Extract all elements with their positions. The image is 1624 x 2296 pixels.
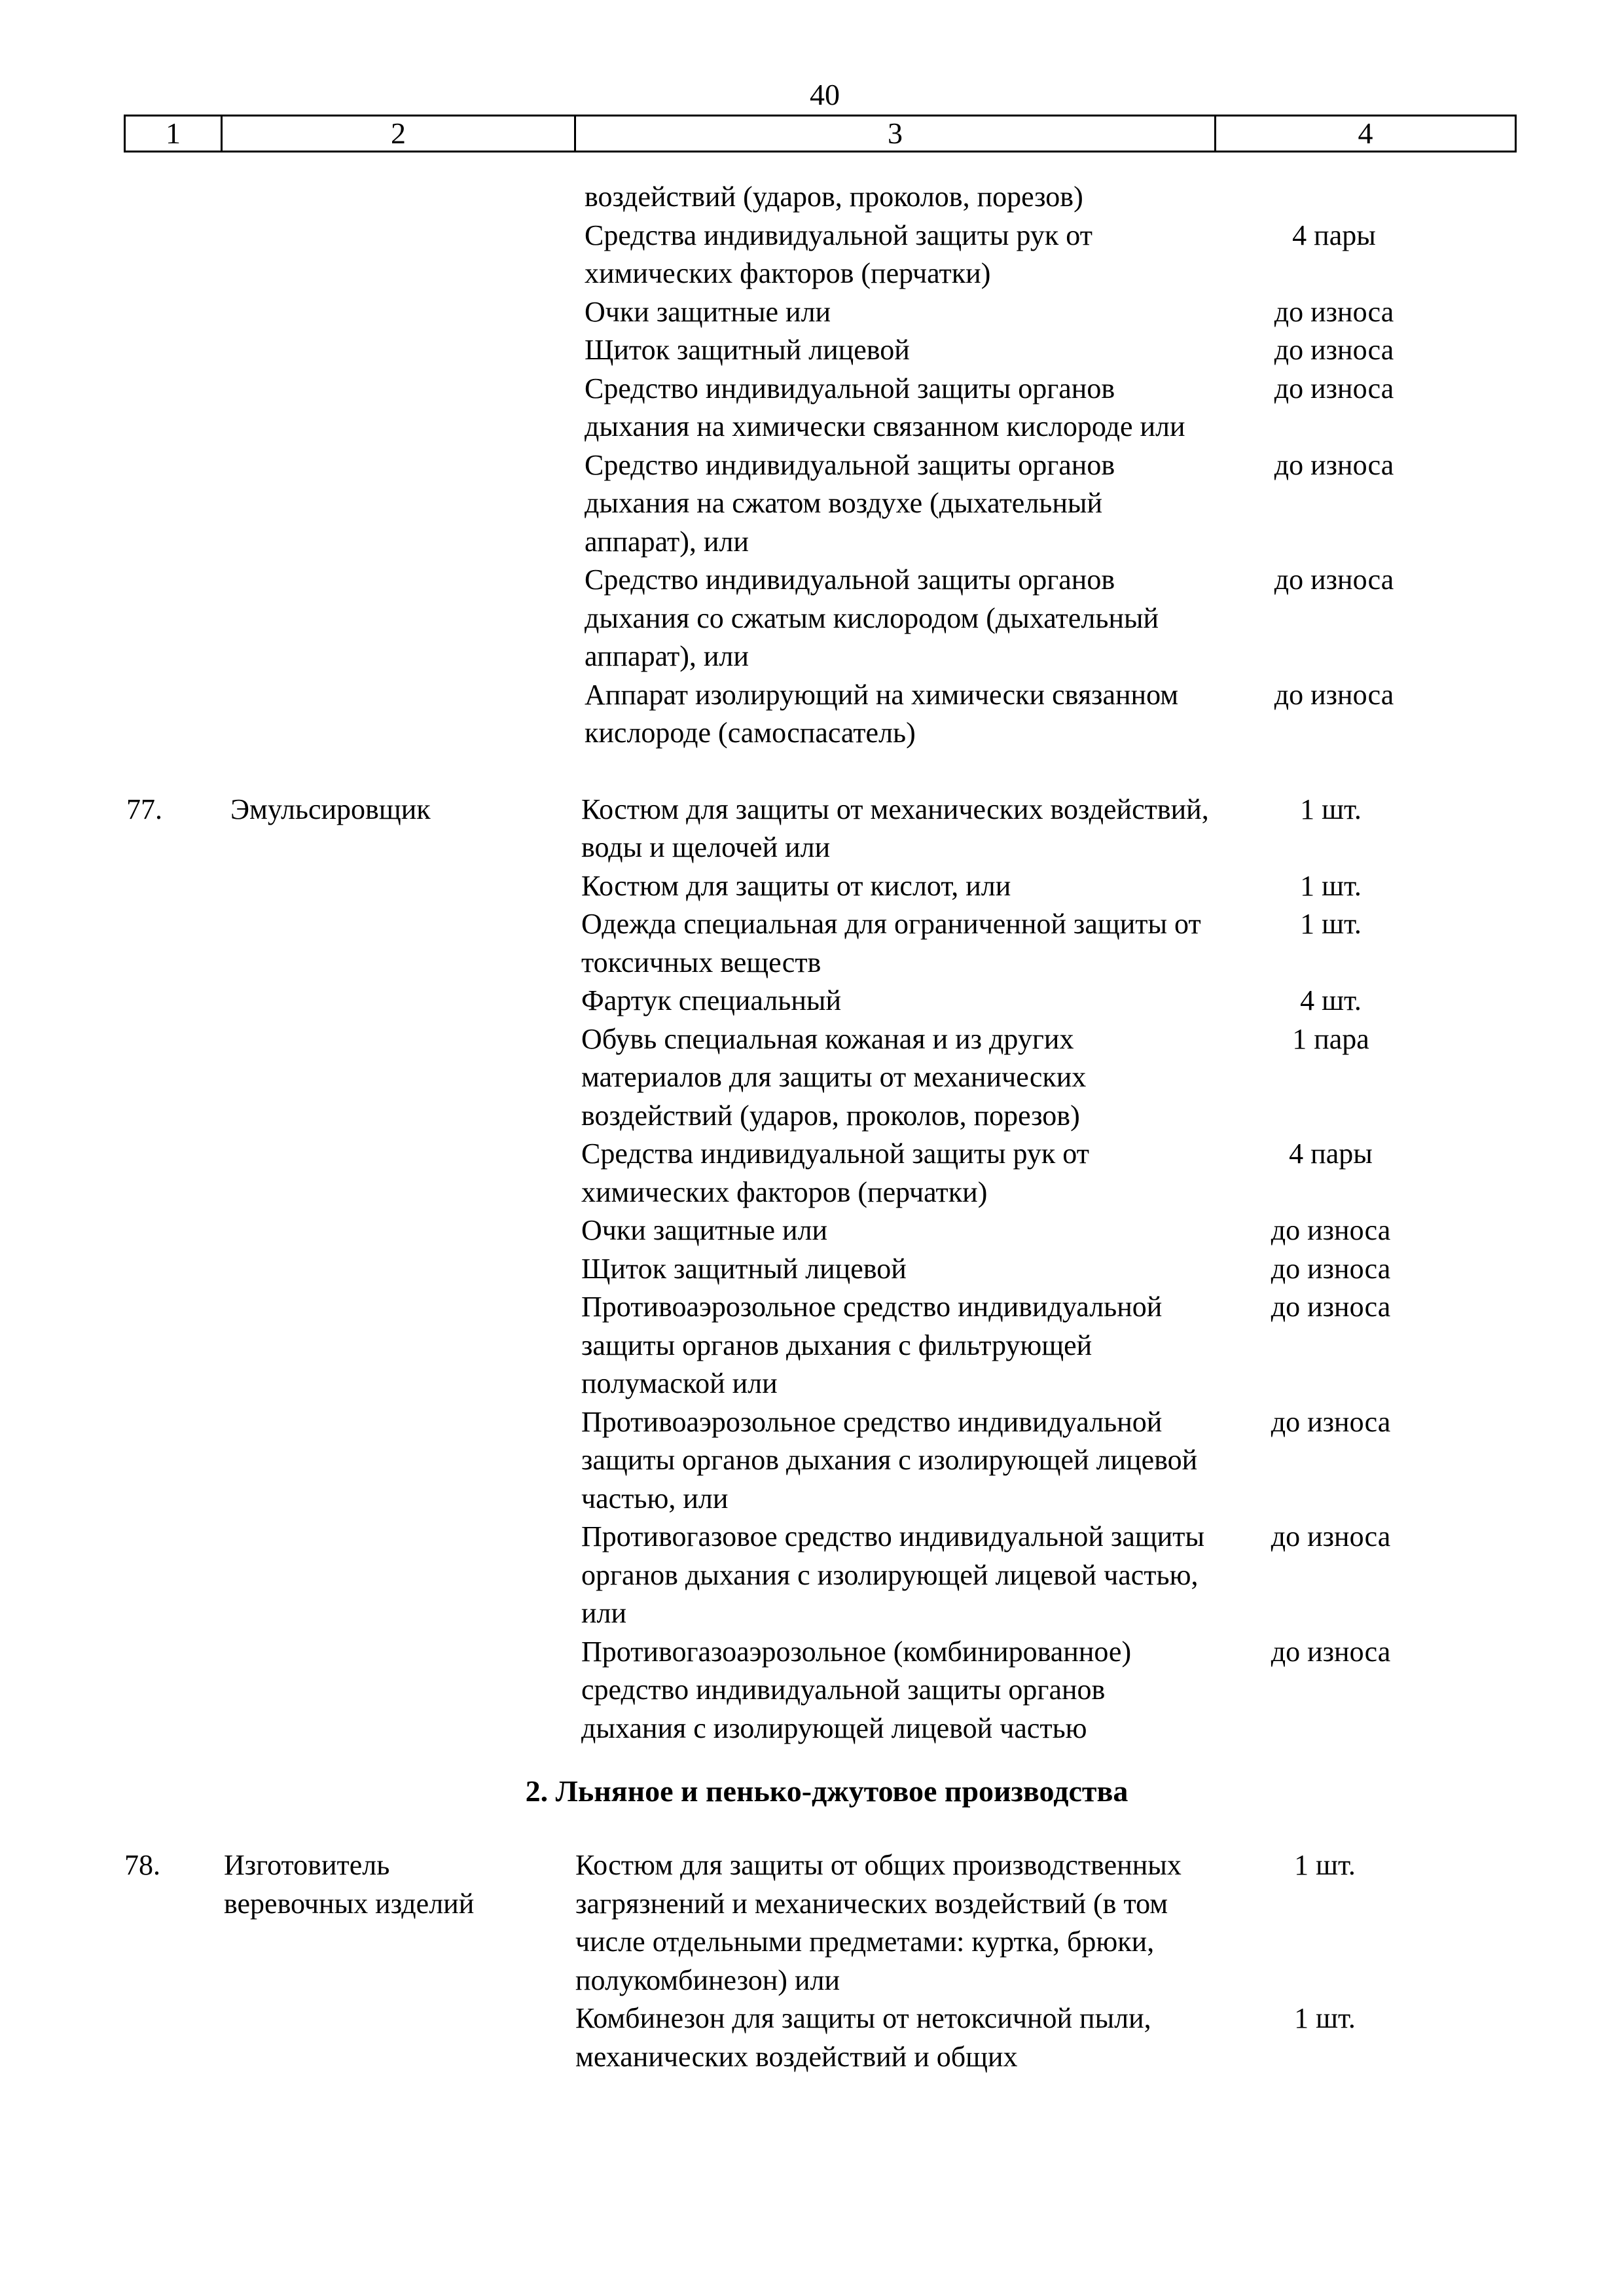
list-item bbox=[0, 178, 1624, 217]
item-norm: 1 шт. bbox=[1300, 908, 1362, 940]
item-description: Противогазоаэрозольное (комбинированное) средство индивидуальной защиты органов дыхания с изолирующей лицевой частью bbox=[581, 1635, 1132, 1744]
item-description: Средство индивидуальной защиты органов дыхания на сжатом воздухе (дыхательный аппарат), или bbox=[585, 448, 1115, 558]
item-description: Противогазовое средство индивидуальной защиты органов дыхания с изолирующей лицевой частью, или bbox=[581, 1520, 1205, 1629]
continued-row bbox=[0, 178, 1624, 753]
header-col-3: 3 bbox=[888, 117, 903, 150]
item-description: Щиток защитный лицевой bbox=[581, 1252, 907, 1285]
section-title: 2. Льняное и пенько-джутовое производства bbox=[525, 1774, 1128, 1808]
item-description: Костюм для защиты от механических воздействий, воды и щелочей или bbox=[581, 793, 1209, 863]
item-description: Обувь специальная кожаная и из других материалов для защиты от механических воздействий (ударов, проколов, порезов) bbox=[581, 1022, 1087, 1132]
item-norm: 4 пары bbox=[1292, 219, 1376, 251]
list-item bbox=[0, 867, 1624, 906]
item-norm: до износа bbox=[1271, 1214, 1391, 1246]
list-item bbox=[0, 561, 1624, 676]
item-description: Противоаэрозольное средство индивидуальной защиты органов дыхания с изолирующей лицевой частью, или bbox=[581, 1405, 1198, 1515]
item-description: Очки защитные или bbox=[585, 295, 831, 328]
item-description: Средства индивидуальной защиты рук от химических факторов (перчатки) bbox=[585, 219, 1092, 289]
item-norm: до износа bbox=[1274, 372, 1394, 404]
item-norm: 4 шт. bbox=[1300, 984, 1362, 1016]
item-description: Противоаэрозольное средство индивидуальной защиты органов дыхания с фильтрующей полумаской или bbox=[581, 1291, 1163, 1399]
header-col-1: 1 bbox=[166, 117, 181, 150]
item-norm: 1 пара bbox=[1292, 1022, 1369, 1055]
item-norm: до износа bbox=[1271, 1252, 1391, 1285]
list-item bbox=[0, 2000, 1624, 2076]
profession-name: Эмульсировщик bbox=[230, 793, 431, 825]
item-description: Одежда специальная для ограниченной защиты от токсичных веществ bbox=[581, 908, 1201, 978]
list-item bbox=[0, 905, 1624, 982]
header-col-4: 4 bbox=[1358, 117, 1373, 150]
row-number: 77. bbox=[126, 793, 162, 825]
list-item bbox=[0, 1211, 1624, 1250]
item-norm bbox=[1239, 178, 1429, 217]
item-description: Средства индивидуальной защиты рук от химических факторов (перчатки) bbox=[581, 1138, 1089, 1208]
list-item bbox=[0, 370, 1624, 446]
item-description: воздействий (ударов, проколов, порезов) bbox=[585, 181, 1083, 213]
profession-name: Изготовитель веревочных изделий bbox=[224, 1849, 475, 1920]
table-header bbox=[124, 115, 1517, 152]
list-item bbox=[0, 446, 1624, 562]
item-description: Средство индивидуальной защиты органов дыхания со сжатым кислородом (дыхательный аппарат), или bbox=[585, 564, 1159, 672]
list-item bbox=[0, 1403, 1624, 1518]
item-description: Костюм для защиты от общих производственных загрязнений и механических воздействий (в том числе отдельными предметами: куртка, брюки, полукомбинезон) или bbox=[575, 1849, 1182, 1996]
item-norm: 1 шт. bbox=[1300, 869, 1362, 902]
item-norm: до износа bbox=[1274, 564, 1394, 596]
item-description: Очки защитные или bbox=[581, 1214, 828, 1246]
item-description: Аппарат изолирующий на химически связанном кислороде (самоспасатель) bbox=[585, 678, 1179, 749]
list-item bbox=[0, 982, 1624, 1020]
item-norm: до износа bbox=[1274, 678, 1394, 711]
header-col-2: 2 bbox=[391, 117, 406, 150]
item-norm: до износа bbox=[1271, 1291, 1391, 1323]
item-description: Щиток защитный лицевой bbox=[585, 334, 910, 366]
item-description: Костюм для защиты от кислот, или bbox=[581, 869, 1011, 902]
item-norm: до износа bbox=[1271, 1635, 1391, 1668]
list-item bbox=[0, 1250, 1624, 1289]
item-norm: 1 шт. bbox=[1300, 793, 1362, 825]
item-norm: 1 шт. bbox=[1294, 1849, 1356, 1881]
item-norm: 1 шт. bbox=[1294, 2002, 1356, 2034]
item-description: Фартук специальный bbox=[581, 984, 842, 1016]
list-item bbox=[0, 1135, 1624, 1211]
list-item bbox=[0, 217, 1624, 293]
item-norm: до износа bbox=[1271, 1520, 1391, 1552]
item-description: Комбинезон для защиты от нетоксичной пыли, механических воздействий и общих bbox=[575, 2002, 1151, 2073]
table-row bbox=[0, 791, 1624, 1748]
page-number: 40 bbox=[810, 78, 840, 111]
list-item bbox=[0, 1288, 1624, 1403]
item-norm: до износа bbox=[1274, 295, 1394, 328]
row-number: 78. bbox=[124, 1849, 160, 1881]
list-item bbox=[0, 676, 1624, 753]
item-norm: до износа bbox=[1271, 1405, 1391, 1438]
item-norm: 4 пары bbox=[1289, 1138, 1373, 1170]
table-row bbox=[0, 1846, 1624, 2076]
list-item bbox=[0, 1020, 1624, 1136]
list-item bbox=[0, 331, 1624, 370]
item-norm: до износа bbox=[1274, 334, 1394, 366]
list-item bbox=[0, 1518, 1624, 1633]
item-norm: до износа bbox=[1274, 448, 1394, 481]
list-item bbox=[0, 293, 1624, 332]
list-item bbox=[0, 1633, 1624, 1748]
item-description: Средство индивидуальной защиты органов дыхания на химически связанном кислороде или bbox=[585, 372, 1185, 442]
